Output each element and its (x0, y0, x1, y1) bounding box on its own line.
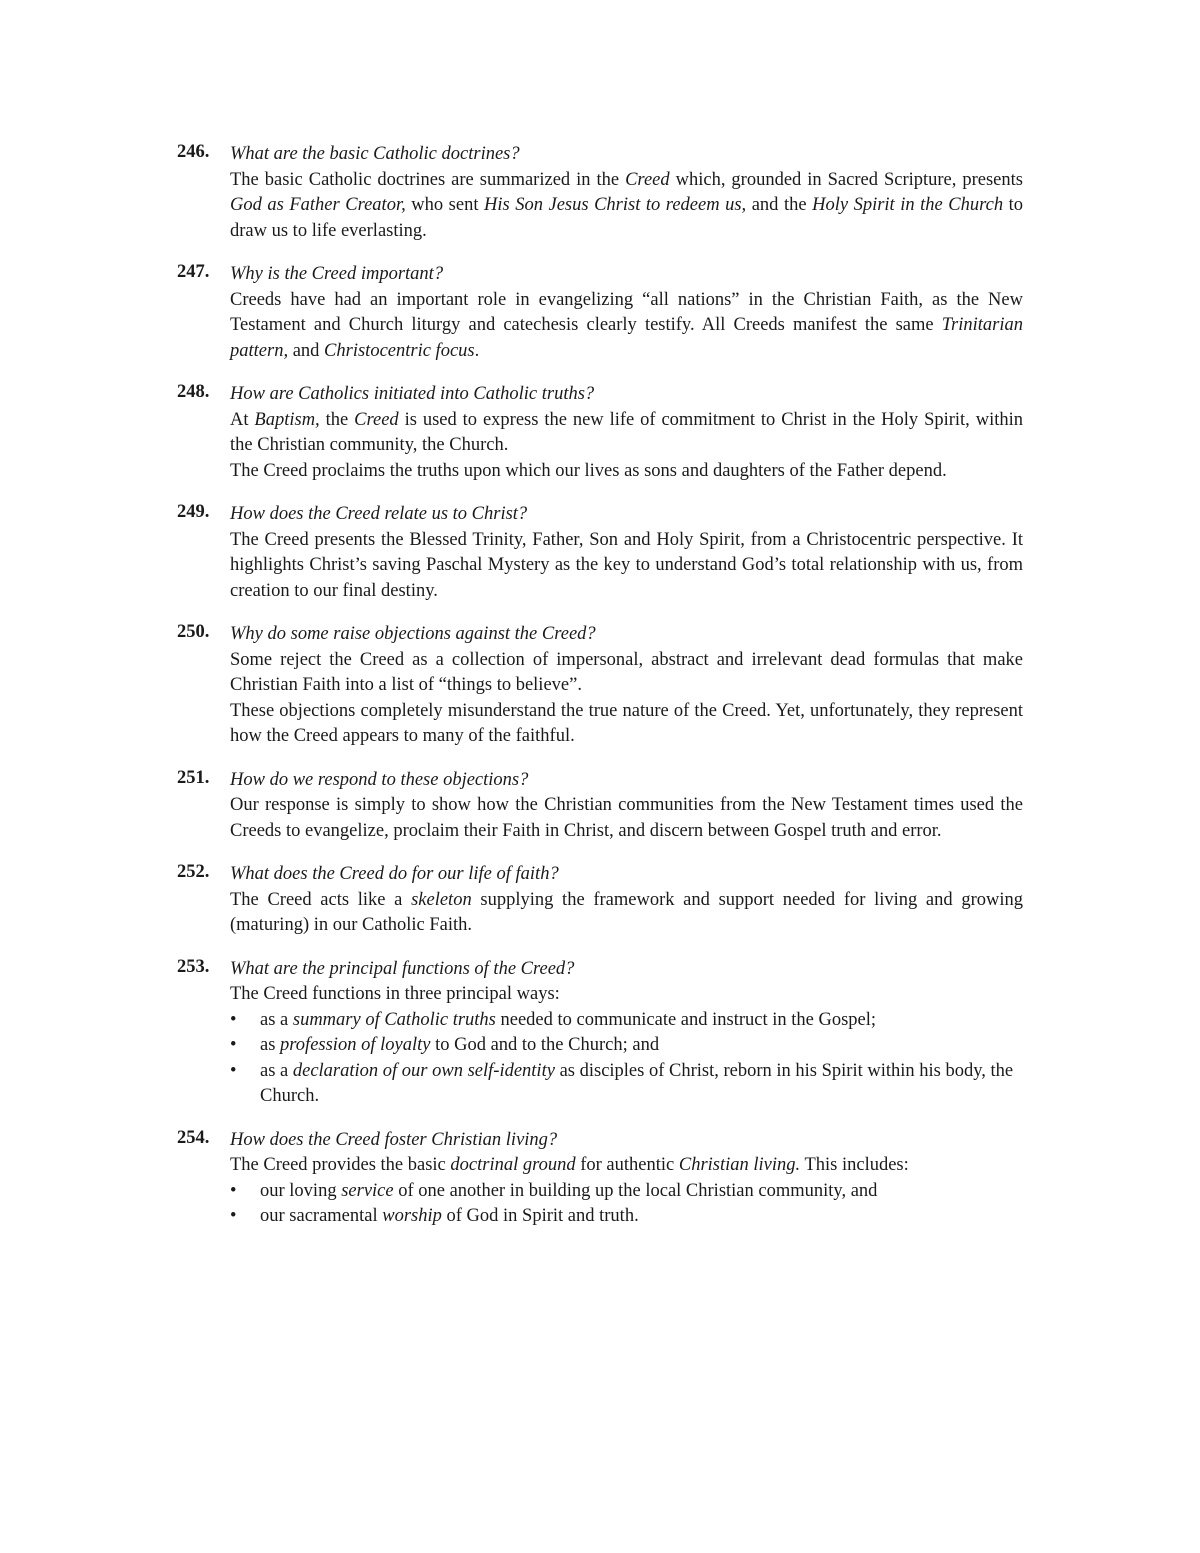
qa-item (177, 382, 1023, 484)
qa-item (177, 862, 1023, 939)
question: Why is the Creed important? (230, 264, 444, 284)
item-number: 247. (177, 262, 210, 282)
list-item: • as a declaration of our own self-identity as disciples of Christ, reborn in his Spirit within his body, the Church. (230, 1059, 1023, 1110)
answer: The Creed presents the Blessed Trinity, Father, Son and Holy Spirit, from a Christocentric perspective. It highlights Christ’s saving Paschal Mystery as the key to understand God’s total relationship with us, from creation to our final destiny. (230, 529, 1023, 601)
qa-item (177, 262, 1023, 364)
list-item: • our loving service of one another in building up the local Christian community, and (230, 1179, 1023, 1205)
answer: The Creed functions in three principal ways: (230, 984, 560, 1004)
qa-list (177, 142, 1023, 1248)
list-item: • as a summary of Catholic truths needed to communicate and instruct in the Gospel; (230, 1008, 1023, 1034)
item-number: 248. (177, 382, 210, 402)
question: What are the principal functions of the Creed? (230, 958, 575, 979)
item-number: 249. (177, 502, 210, 522)
question: What does the Creed do for our life of faith? (230, 864, 559, 884)
qa-item (177, 502, 1023, 604)
item-number: 252. (177, 862, 210, 882)
answer-paragraph-2: The Creed proclaims the truths upon which our lives as sons and daughters of the Father depend. (230, 460, 947, 481)
qa-item (177, 142, 1023, 244)
answer: Some reject the Creed as a collection of impersonal, abstract and irrelevant dead formulas that make Christian Faith into a list of “things to believe”. (230, 649, 1023, 695)
answer-paragraph-2: These objections completely misunderstand the true nature of the Creed. Yet, unfortunately, they represent how the Creed appears to many of the faithful. (230, 700, 1023, 746)
qa-item (177, 1128, 1023, 1230)
answer: Creeds have had an important role in evangelizing “all nations” in the Christian Faith, as the New Testament and Church liturgy and catechesis clearly testify. All Creeds manifest the same Trinitarian pattern, and Christocentric focus. (230, 289, 1023, 361)
qa-item (177, 622, 1023, 750)
list-item: • as profession of loyalty to God and to the Church; and (230, 1033, 1023, 1059)
answer: At Baptism, the Creed is used to express the new life of commitment to Christ in the Holy Spirit, within the Christian community, the Church. (230, 409, 1024, 455)
question: How does the Creed relate us to Christ? (230, 504, 528, 524)
question: Why do some raise objections against the Creed? (230, 624, 596, 644)
list-item: • our sacramental worship of God in Spirit and truth. (230, 1204, 1023, 1230)
question: How does the Creed foster Christian living? (230, 1129, 558, 1150)
question: What are the basic Catholic doctrines? (230, 144, 520, 164)
qa-item (177, 768, 1023, 845)
item-number: 250. (177, 622, 210, 642)
item-number: 246. (177, 142, 210, 162)
bullet-list (230, 1008, 1023, 1110)
question: How are Catholics initiated into Catholic truths? (230, 384, 595, 404)
answer: Our response is simply to show how the Christian communities from the New Testament times used the Creeds to evangelize, proclaim their Faith in Christ, and discern between Gospel truth and error. (230, 795, 1023, 841)
item-number: 251. (177, 767, 210, 788)
question: How do we respond to these objections? (230, 769, 529, 790)
qa-item (177, 957, 1023, 1110)
bullet-list (230, 1179, 1023, 1230)
item-number: 254. (177, 1127, 210, 1148)
answer: The Creed provides the basic doctrinal ground for authentic Christian living. This includes: (230, 1155, 909, 1175)
answer: The basic Catholic doctrines are summarized in the Creed which, grounded in Sacred Scripture, presents God as Father Creator, who sent His Son Jesus Christ to redeem us, and the Holy Spirit in the Church to draw us to life everlasting. (230, 169, 1024, 241)
answer: The Creed acts like a skeleton supplying the framework and support needed for living and growing (maturing) in our Catholic Faith. (230, 889, 1023, 935)
item-number: 253. (177, 956, 210, 977)
